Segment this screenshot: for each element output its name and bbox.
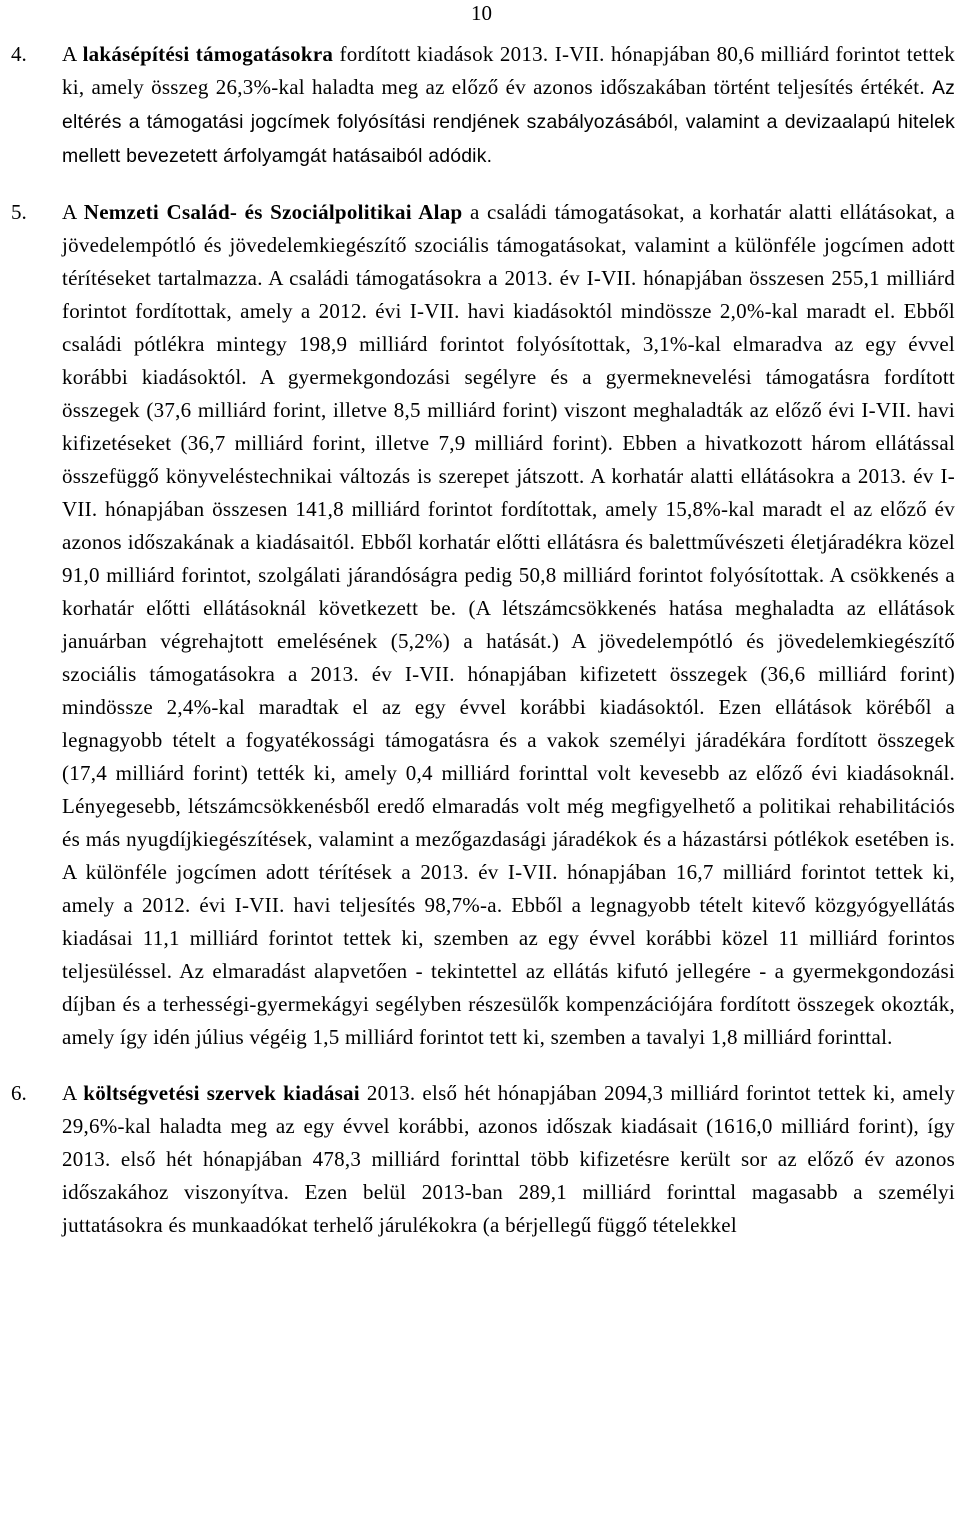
- text-run: A: [62, 42, 83, 66]
- text-run-sans: Az eltérés a támogatási jogcímek folyósítási rendjének szabályozásából, valamint a devizaalapú hitelek mellett bevezetett árfolyamgát hatásaiból adódik.: [62, 77, 955, 167]
- document-body: [0, 38, 960, 1265]
- text-run: A: [62, 1081, 84, 1105]
- text-run: a családi támogatásokat, a korhatár alatti ellátásokat, a jövedelempótló és jövedelemkiegészítő szociális támogatásokat, valamint a különféle jogcímen adott térítéseket tartalmazza.: [62, 200, 955, 290]
- paragraph-number: 6.: [11, 1081, 27, 1105]
- paragraph-text: [62, 196, 955, 1054]
- bold-term: lakásépítési támogatásokra: [82, 42, 334, 66]
- paragraph-text: [62, 1077, 955, 1242]
- text-run: A családi támogatásokra a 2013. év I-VII. hónapjában összesen 255,1 milliárd forintot fordítottak, amely a 2012. évi I-VII. havi kiadásoktól mindössze 2,0%-kal maradt el. Ebből családi pótlékra mintegy 198,9 milliárd forintot folyósítottak, 3,1%-kal elmaradva az egy évvel korábbi kiadásoktól. A gyermekgondozási segélyre és a gyermeknevelési támogatásra fordított összegek (37,6 milliárd forint, illetve 8,5 milliárd forint) viszont meghaladták az előző évi I-VII. havi kifizetéseket (36,7 milliárd forint, illetve 7,9 milliárd forint). Ebben a hivatkozott három ellátással összefüggő könyveléstechnikai változás is szerepet játszott. A korhatár alatti ellátásokra a 2013. év I-VII. hónapjában összesen 141,8 milliárd forintot fordítottak, amely 15,8%-kal maradt el az előző év azonos időszakának a kiadásaitól. Ebből korhatár előtti ellátásra és balettművészeti életjáradékra közel 91,0 milliárd forintot, szolgálati járandóságra pedig 50,8 milliárd forintot folyósítottak. A csökkenés a korhatár előtti ellátásoknál következett be. (A létszámcsökkenés hatása meghaladta az ellátások januárban végrehajtott emelésének (5,2%) a hatását.) A jövedelempótló és jövedelemkiegészítő szociális támogatásokra a 2013. év I-VII. hónapjában kifizetett összegek (36,6 milliárd forint) mindössze 2,4%-kal maradtak el az egy évvel korábbi kiadásoktól. Ezen ellátások köréből a legnagyobb tételt a fogyatékossági támogatásra és a vakok személyi járadékára fordított összegek (17,4 milliárd forint) tették ki, amely 0,4 milliárd forinttal volt kevesebb az előző évi kiadásoknál. Lényegesebb, létszámcsökkenésből eredő elmaradás volt még megfigyelhető a politikai rehabilitációs és más nyugdíjkiegészítések, valamint a mezőgazdasági járadékok és a házastársi pótlékok esetében is. A különféle jogcímen adott térítések a 2013. év I-VII. hónapjában 16,7 milliárd forintot tettek ki, amely a 2012. évi I-VII. havi teljesítés 98,7%-a. Ebből a legnagyobb tételt kitevő közgyógyellátás kiadásai 11,1 milliárd forintot tettek ki, szemben az egy évvel korábbi közel 11 milliárd forintos teljesüléssel. Az elmaradást alapvetően - tekintettel az ellátás kifutó jellegére - a gyermekgondozási díjban és a terhességi-gyermekágyi segélyben részesülők kompenzációjára fordított összegek okozták, amely így idén július végéig 1,5 milliárd forintot tett ki, szemben a tavalyi 1,8 milliárd forinttal.: [62, 266, 955, 1049]
- text-run: 2013. első hét hónapjában 2094,3 milliárd forintot tettek ki, amely 29,6%-kal haladta meg az egy évvel korábbi, azonos időszak kiadásait (1616,0 milliárd forint), így 2013. első hét hónapjában 478,3 milliárd forinttal több kifizetésre került sor az előző év azonos időszakához viszonyítva. Ezen belül 2013-ban 289,1 milliárd forinttal magasabb a személyi juttatásokra és munkaadókat terhelő járulékokra (a bérjellegű függő tételekkel: [62, 1081, 955, 1237]
- bold-term: költségvetési szervek kiadásai: [83, 1081, 360, 1105]
- paragraph-number: 5.: [11, 200, 27, 224]
- numbered-paragraph: [11, 196, 955, 1054]
- paragraph-number: 4.: [11, 42, 27, 66]
- text-run: A: [62, 200, 84, 224]
- page-number: 10: [471, 1, 492, 25]
- text-run: fordított kiadások 2013. I-VII. hónapjában 80,6 milliárd forintot tettek ki, amely összeg 26,3%-kal haladta meg az előző év azonos időszakában történt teljesítés értékét.: [62, 42, 955, 99]
- paragraph-text: [62, 38, 955, 173]
- bold-term: Nemzeti Család- és Szociálpolitikai Alap: [83, 200, 463, 224]
- numbered-paragraph: [11, 38, 955, 173]
- numbered-paragraph: [11, 1077, 955, 1242]
